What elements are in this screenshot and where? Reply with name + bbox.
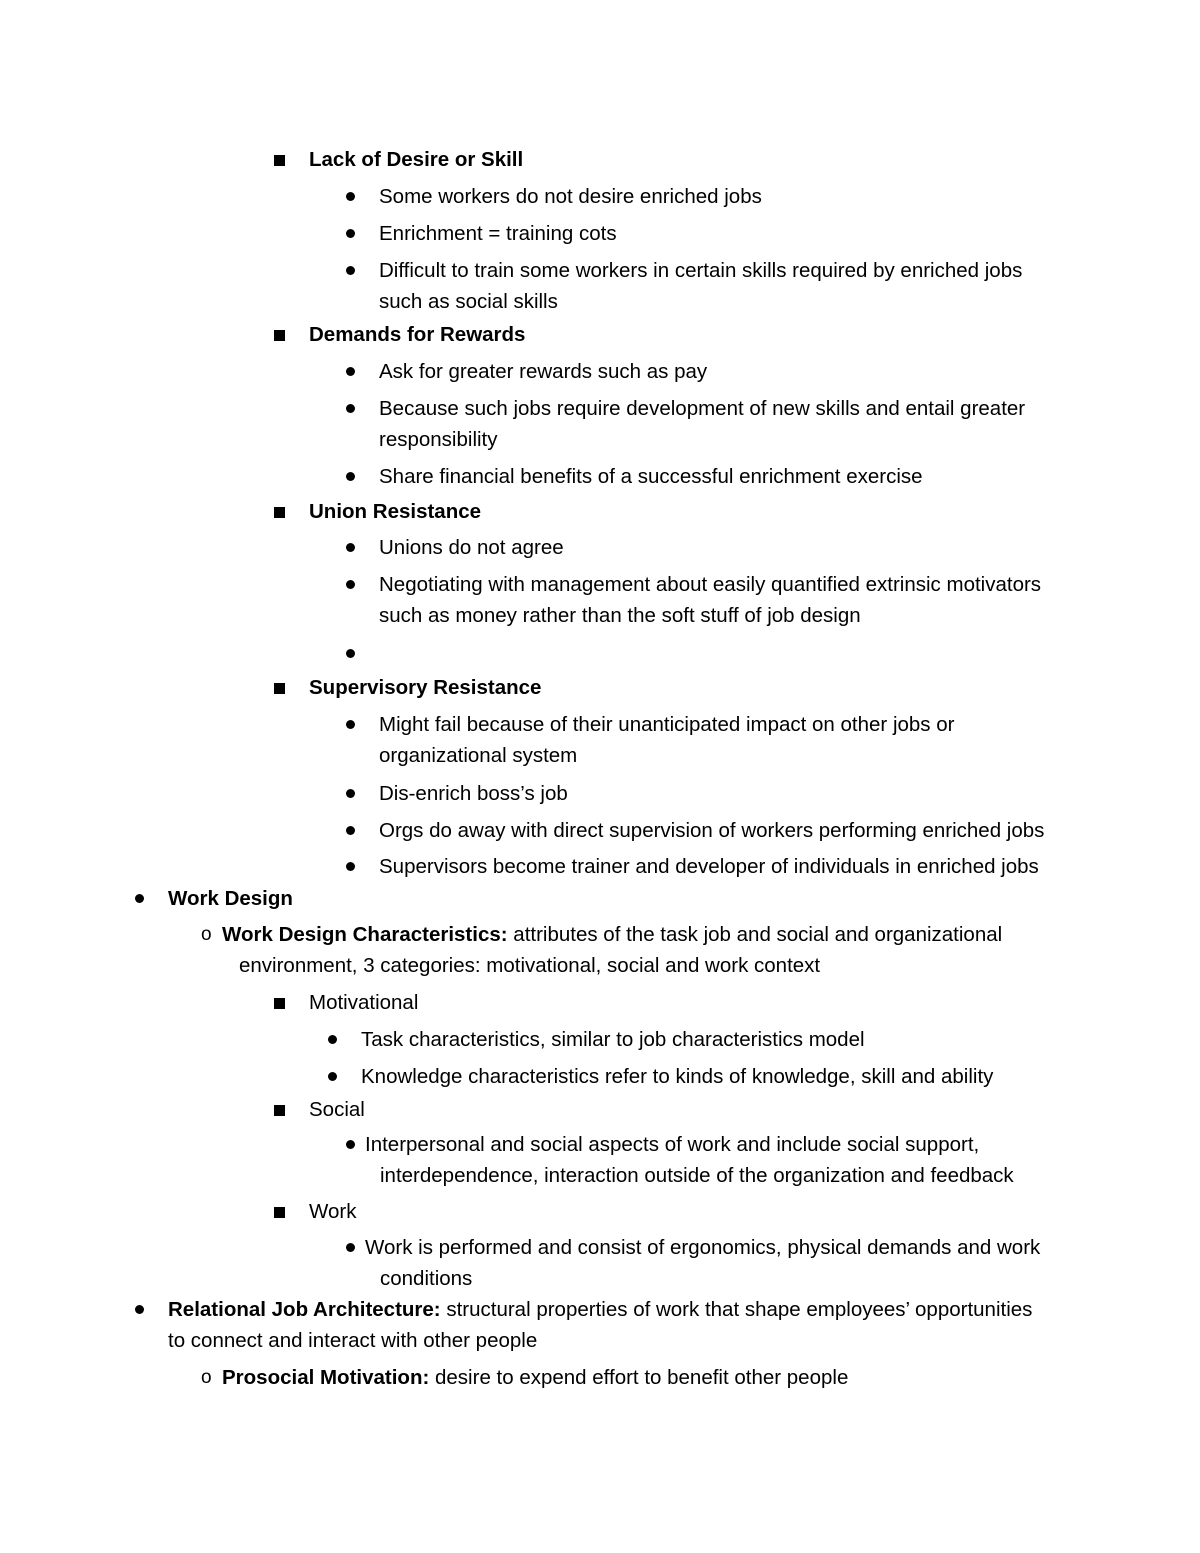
item-text-continued: responsibility [379,428,498,451]
square-bullet-icon [274,1207,285,1218]
circle-bullet-icon: o [201,1367,212,1388]
item-text: Ask for greater rewards such as pay [379,360,708,383]
item-text: Union Resistance [309,500,482,523]
dot-bullet-icon [328,1072,337,1081]
list-item [346,356,707,387]
list-item [346,393,1025,455]
item-text: Knowledge characteristics refer to kinds of knowledge, skill and ability [361,1065,994,1088]
item-text: Relational Job Architecture: structural properties of work that shape employees’ opportunities [168,1298,1033,1321]
list-item [135,883,293,914]
item-text: Work [309,1200,357,1223]
list-item [346,815,1044,846]
list-item [346,851,1039,882]
square-bullet-icon [274,1105,285,1116]
list-item [274,672,541,703]
list-item [346,1232,1040,1294]
list-item [274,987,418,1018]
dot-bullet-icon [346,266,355,275]
dot-bullet-icon [346,192,355,201]
item-text-continued: environment, 3 categories: motivational, social and work context [239,954,821,977]
item-text-continued: organizational system [379,744,578,767]
dot-bullet-icon [346,1140,355,1149]
item-text: Orgs do away with direct supervision of workers performing enriched jobs [379,819,1045,842]
item-text: Interpersonal and social aspects of work and include social support, [365,1133,980,1156]
list-item [346,709,954,771]
list-item [346,255,1022,317]
item-text-continued: to connect and interact with other people [168,1329,538,1352]
list-item [346,1129,1014,1191]
dot-bullet-icon [328,1035,337,1044]
item-text: Social [309,1098,365,1121]
item-text-continued: such as money rather than the soft stuff of job design [379,604,861,627]
item-text: Unions do not agree [379,536,564,559]
item-text-continued: such as social skills [379,290,558,313]
item-text: Supervisory Resistance [309,676,542,699]
list-item [274,144,523,175]
item-text: Might fail because of their unanticipated impact on other jobs or [379,713,955,736]
item-text: Share financial benefits of a successful enrichment exercise [379,465,923,488]
list-item [346,461,923,492]
list-item [346,181,762,212]
item-text: Work Design [168,887,293,910]
item-text: Demands for Rewards [309,323,526,346]
item-text: Prosocial Motivation: desire to expend effort to benefit other people [222,1366,849,1389]
dot-bullet-icon [346,826,355,835]
item-text: Supervisors become trainer and developer of individuals in enriched jobs [379,855,1039,878]
list-item [201,1362,848,1393]
dot-bullet-icon [346,404,355,413]
list-item [274,1094,365,1125]
list-item [346,532,564,563]
item-text-continued: interdependence, interaction outside of the organization and feedback [380,1164,1014,1187]
dot-bullet-icon [346,1243,355,1252]
dot-bullet-icon [346,720,355,729]
item-text: Because such jobs require development of new skills and entail greater [379,397,1026,420]
item-text: Negotiating with management about easily quantified extrinsic motivators [379,573,1042,596]
dot-bullet-icon [346,580,355,589]
list-item [135,1294,1032,1356]
square-bullet-icon [274,155,285,166]
dot-bullet-icon [346,229,355,238]
dot-bullet-icon [135,894,144,903]
list-item [274,496,481,527]
item-text: Difficult to train some workers in certain skills required by enriched jobs [379,259,1023,282]
list-item [346,778,568,809]
dot-bullet-icon [346,862,355,871]
list-item [346,218,617,249]
square-bullet-icon [274,507,285,518]
dot-bullet-icon [346,789,355,798]
list-item [274,319,525,350]
item-text: Some workers do not desire enriched jobs [379,185,762,208]
item-text: Lack of Desire or Skill [309,148,524,171]
dot-bullet-icon [346,472,355,481]
square-bullet-icon [274,998,285,1009]
list-item [328,1024,865,1055]
square-bullet-icon [274,683,285,694]
item-text: Task characteristics, similar to job characteristics model [361,1028,865,1051]
item-text: Work Design Characteristics: attributes of the task job and social and organizational [222,923,1003,946]
dot-bullet-icon [135,1305,144,1314]
list-item [274,1196,356,1227]
item-text-continued: conditions [380,1267,473,1290]
item-text: Enrichment = training cots [379,222,617,245]
list-item [346,569,1041,631]
dot-bullet-icon [346,649,355,658]
item-text: Dis-enrich boss’s job [379,782,568,805]
dot-bullet-icon [346,367,355,376]
list-item [201,919,1002,981]
dot-bullet-icon [346,543,355,552]
item-text: Work is performed and consist of ergonomics, physical demands and work [365,1236,1041,1259]
list-item [328,1061,993,1092]
item-text: Motivational [309,991,419,1014]
circle-bullet-icon: o [201,924,212,945]
square-bullet-icon [274,330,285,341]
